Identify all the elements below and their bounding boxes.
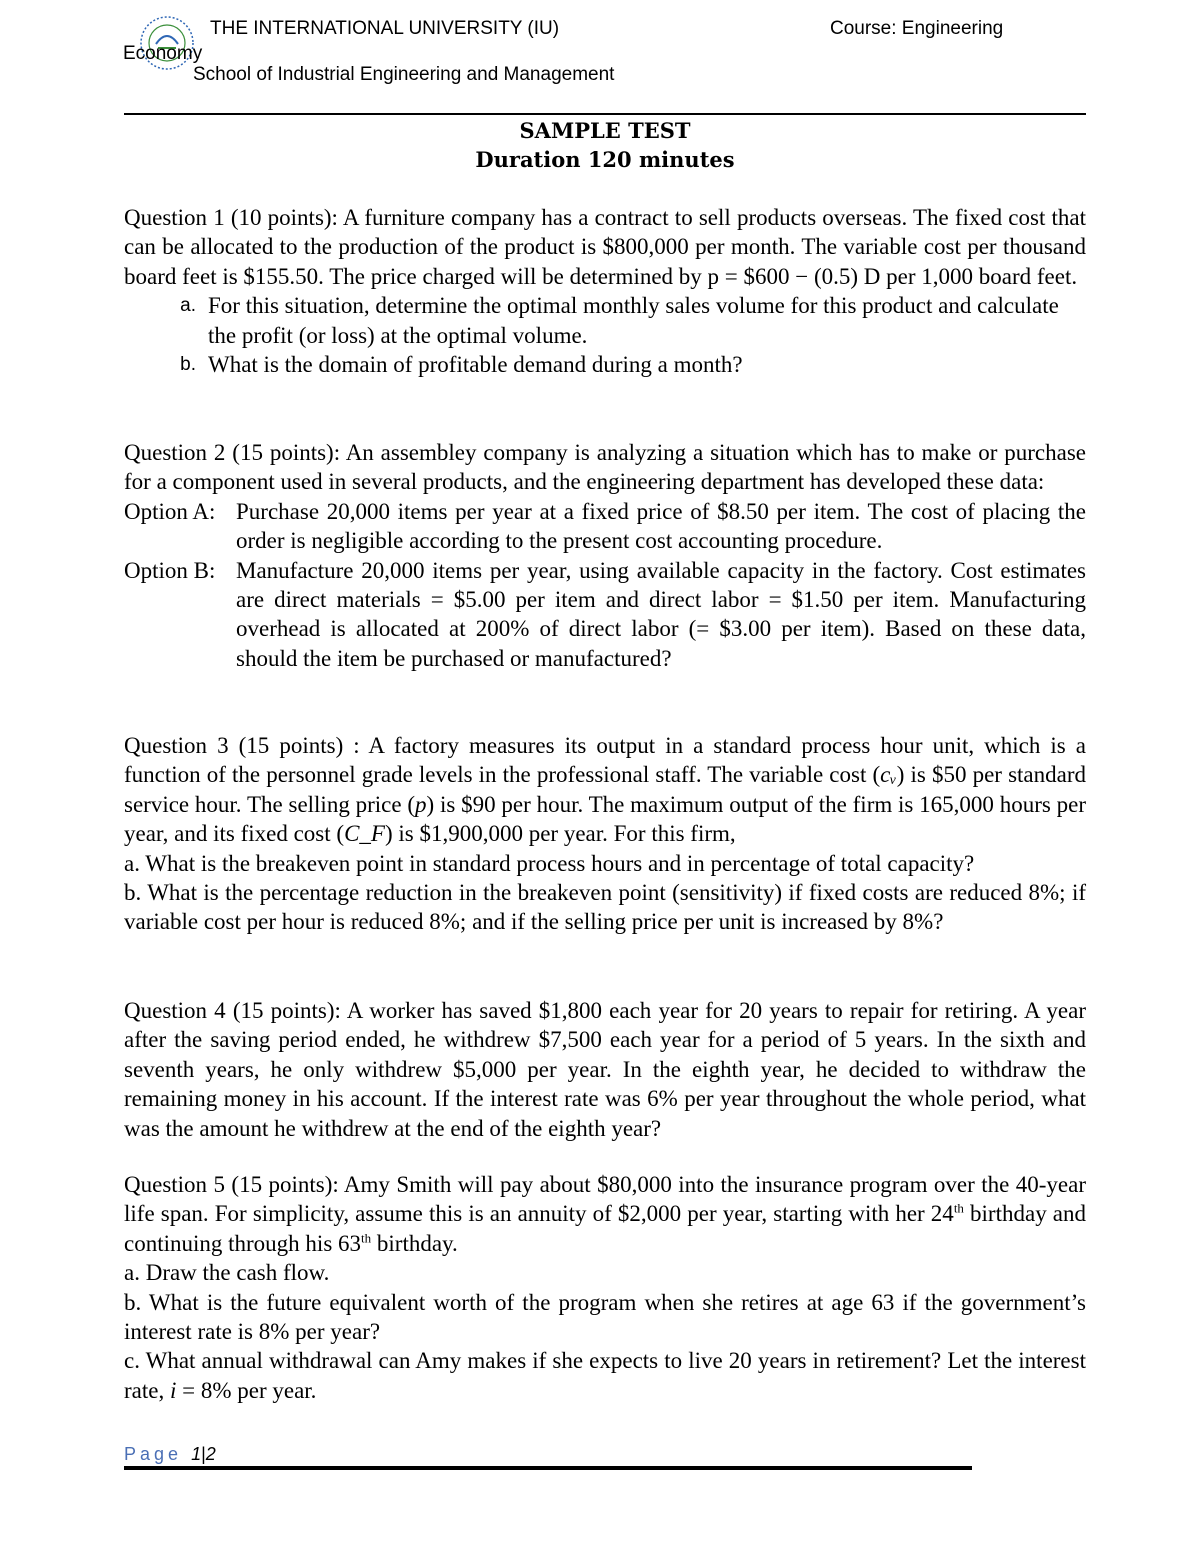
question-3-part-a: a. What is the breakeven point in standard process hours and in percentage of total capacity? bbox=[124, 850, 975, 876]
question-2-option-b bbox=[124, 556, 1086, 674]
question-3-part-b: b. What is the percentage reduction in the breakeven point (sensitivity) if fixed costs are reduced 8%; if variable cost per hour is reduced 8%; and if the selling price per unit is increased by 8%? bbox=[124, 880, 1086, 935]
footer-divider bbox=[124, 1466, 972, 1470]
question-5-part-b: b. What is the future equivalent worth of the program when she retires at age 63 if the government’s interest rate is 8% per year? bbox=[124, 1289, 1086, 1345]
question-2-option-a bbox=[124, 497, 1086, 556]
part-text: For this situation, determine the optimal monthly sales volume for this product and calculate the profit (or loss) at the optimal volume. bbox=[208, 293, 1059, 348]
page-word: Page bbox=[124, 1444, 183, 1464]
university-name: THE INTERNATIONAL UNIVERSITY (IU) bbox=[210, 18, 560, 39]
question-2-stem: Question 2 (15 points): An assembley company is analyzing a situation which has to make or purchase for a component used in several products, and the engineering department has developed these data: bbox=[124, 440, 1086, 495]
course-name: Course: Engineering bbox=[830, 18, 1004, 39]
question-5-stem: Question 5 (15 points): Amy Smith will pay about $80,000 into the insurance program over the 40-year life span. For simplicity, assume this is an annuity of $2,000 per year, starting with her 24th birthday and continuing through his 63th birthday. bbox=[124, 1172, 1086, 1256]
page-separator: | bbox=[201, 1444, 206, 1464]
school-name: School of Industrial Engineering and Management bbox=[193, 64, 615, 85]
part-label: b. bbox=[180, 354, 196, 376]
page-total: 2 bbox=[205, 1444, 216, 1464]
question-1-stem: Question 1 (10 points): A furniture company has a contract to sell products overseas. The fixed cost that can be allocated to the production of the product is $800,000 per month. The variable cost per thousand board feet is $155.50. The price charged will be determined by p = $600 − (0.5) D per 1,000 board feet. bbox=[124, 205, 1086, 289]
question-1 bbox=[124, 203, 1086, 379]
header-divider bbox=[124, 113, 1086, 115]
question-2 bbox=[124, 438, 1086, 673]
page-current: 1 bbox=[191, 1444, 202, 1464]
page-title: SAMPLE TEST bbox=[519, 118, 691, 143]
question-5-part-c: c. What annual withdrawal can Amy makes if she expects to live 20 years in retirement? Let the interest rate, i = 8% per year. bbox=[124, 1348, 1086, 1403]
test-duration: Duration 120 minutes bbox=[475, 147, 735, 172]
question-5-part-a: a. Draw the cash flow. bbox=[124, 1260, 330, 1286]
page-number bbox=[124, 1444, 216, 1465]
question-1-part-b bbox=[124, 350, 1086, 379]
option-label: Option B: bbox=[124, 557, 216, 583]
option-text: Purchase 20,000 items per year at a fixed price of $8.50 per item. The cost of placing the order is negligible according to the present cost accounting procedure. bbox=[236, 498, 1086, 554]
question-4-stem: Question 4 (15 points): A worker has saved $1,800 each year for 20 years to repair for retiring. A year after the saving period ended, he withdrew $7,500 each year for a period of 5 years. In the sixth and seventh years, he only withdrew $5,000 per year. In the eighth year, he decided to withdraw the remaining money in his account. If the interest rate was 6% per year throughout the whole period, what was the amount he withdrew at the end of the eighth year? bbox=[124, 998, 1086, 1141]
question-3 bbox=[124, 731, 1086, 937]
part-text: What is the domain of profitable demand during a month? bbox=[208, 352, 743, 378]
course-name-continued: Economy bbox=[123, 43, 203, 64]
fixed-cost-symbol: C_F bbox=[344, 821, 385, 847]
question-4 bbox=[124, 996, 1086, 1143]
question-5 bbox=[124, 1170, 1086, 1405]
variable-cost-symbol: cᵥ bbox=[880, 762, 897, 788]
question-1-part-a bbox=[124, 291, 1086, 350]
question-3-stem: Question 3 (15 points) : A factory measures its output in a standard process hour unit, which is a function of the personnel grade levels in the professional staff. The variable cost (cᵥ) is $50 per standard service hour. The selling price (p) is $90 per hour. The maximum output of the firm is 165,000 hours per year, and its fixed cost (C_F) is $1,900,000 per year. For this firm, bbox=[124, 733, 1086, 847]
option-label: Option A: bbox=[124, 498, 216, 524]
part-label: a. bbox=[180, 295, 196, 317]
price-symbol: p bbox=[415, 791, 427, 817]
option-text: Manufacture 20,000 items per year, using available capacity in the factory. Cost estimates are direct materials = $5.00 per item and direct labor = $1.50 per item. Manufacturing overhead is allocated at 200% of direct labor (= $3.00 per item). Based on these data, should the item be purchased or manufactured? bbox=[236, 557, 1086, 671]
